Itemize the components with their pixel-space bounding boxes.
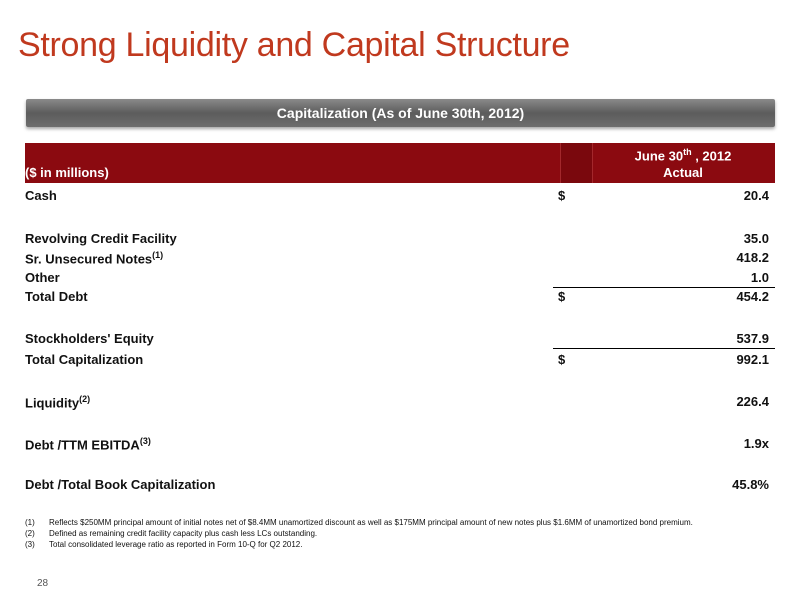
units-label: ($ in millions) xyxy=(25,165,109,180)
footnote: (2) Defined as remaining credit facility capacity plus cash less LCs outstanding. xyxy=(25,529,318,538)
row-label: Debt /Total Book Capitalization xyxy=(25,477,216,492)
row-value: 226.4 xyxy=(736,394,769,409)
header-separator xyxy=(560,143,593,183)
table-row-debt-ebitda xyxy=(25,434,775,454)
section-banner xyxy=(26,99,775,127)
footnote-ref: (2) xyxy=(79,394,91,404)
table-row-equity xyxy=(25,329,775,349)
page-title: Strong Liquidity and Capital Structure xyxy=(18,26,570,64)
row-label: Stockholders' Equity xyxy=(25,331,154,346)
footnote: (1) Reflects $250MM principal amount of initial notes net of $8.4MM unamortized discount as well as $175MM principal amount of new notes plus $1.6MM of unamortized bond premium. xyxy=(25,518,693,527)
page-number: 28 xyxy=(37,578,49,589)
column-date-label: June 30th , 2012 xyxy=(634,147,732,164)
table-row-other xyxy=(25,268,775,288)
row-label: Total Debt xyxy=(25,289,88,304)
row-value: 35.0 xyxy=(743,231,769,246)
row-value: 537.9 xyxy=(736,331,769,346)
row-label: Liquidity$^{(2)}$ xyxy=(25,394,91,411)
footnote-ref: (3) xyxy=(139,436,151,446)
row-value: 992.1 xyxy=(736,352,769,367)
table-row-total-cap xyxy=(25,350,775,370)
banner-label: Capitalization (As of June 30th, 2012) xyxy=(276,105,525,121)
table-row-liquidity xyxy=(25,392,775,412)
dollar-sign: $ xyxy=(558,352,566,367)
row-label: Revolving Credit Facility xyxy=(25,231,177,246)
table-row-cash xyxy=(25,186,775,206)
row-value: 45.8% xyxy=(732,477,769,492)
row-label: Debt /TTM EBITDA$^{(3)}$ xyxy=(25,436,151,453)
row-value: 454.2 xyxy=(736,289,769,304)
footnote-ref: (1) xyxy=(152,250,164,260)
table-row-debt-book-cap xyxy=(25,475,775,495)
table-header xyxy=(25,143,775,183)
dollar-sign: $ xyxy=(558,289,566,304)
table-row-total-debt xyxy=(25,287,775,307)
table-row-revolver xyxy=(25,229,775,249)
row-value: 1.0 xyxy=(750,270,769,285)
row-label: Other xyxy=(25,270,60,285)
footnote: (3) Total consolidated leverage ratio as reported in Form 10-Q for Q2 2012. xyxy=(25,540,303,549)
row-value: 418.2 xyxy=(736,250,769,265)
row-label: Total Capitalization xyxy=(25,352,144,367)
column-actual-label: Actual xyxy=(663,165,703,180)
table-row-notes xyxy=(25,248,775,268)
row-label: Sr. Unsecured Notes$^{(1)}$ xyxy=(25,250,164,267)
footnotes xyxy=(25,517,693,550)
dollar-sign: $ xyxy=(558,188,566,203)
row-label: Cash xyxy=(25,188,57,203)
row-value: 20.4 xyxy=(743,188,769,203)
row-value: 1.9x xyxy=(743,436,769,451)
subtotal-rule xyxy=(553,348,775,349)
